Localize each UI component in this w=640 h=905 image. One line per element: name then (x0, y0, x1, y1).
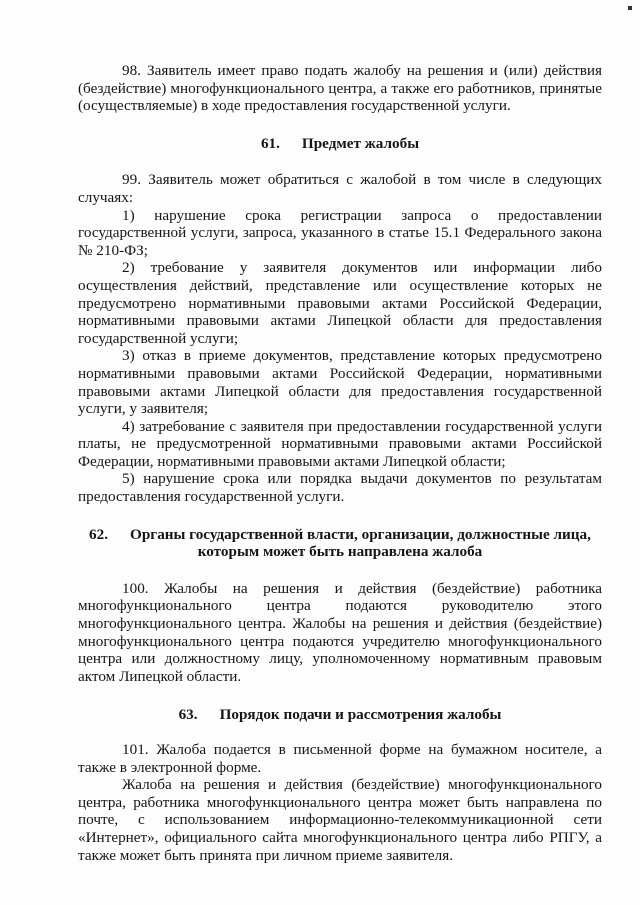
section-63-number: 63. (178, 706, 198, 724)
list-item-4: 4) затребование с заявителя при предоставлении государственной услуги платы, не предусмотренной нормативными правовыми актами Российской Федерации, нормативными правовыми актами Липецкой области; (78, 417, 602, 470)
list-item-5: 5) нарушение срока или порядка выдачи документов по результатам предоставления государственной услуги. (78, 470, 602, 506)
section-63-title: Порядок подачи и рассмотрения жалобы (219, 706, 502, 724)
section-62-title-line1 (78, 526, 602, 544)
section-63-heading (78, 706, 602, 724)
document-body (78, 62, 602, 864)
paragraph-99: 99. Заявитель может обратиться с жалобой в том числе в следующих случаях: (78, 171, 602, 206)
section-61-number: 61. (260, 134, 280, 152)
paragraph-101-continued: Жалоба на решения и действия (бездействие) многофункционального центра, работника многофункционального центра может быть направлена по почте, с использованием информационно-телекоммуникационной сети «Интернет», официального сайта многофункционального центра либо РПГУ, а также может быть принята при личном приеме заявителя. (78, 776, 602, 864)
section-62-title-line2: которым может быть направлена жалоба (197, 543, 483, 561)
paragraph-100: 100. Жалобы на решения и действия (бездействие) работника многофункционального центра подаются руководителю этого многофункционального центра. Жалобы на решения и действия (бездействие) многофункционального центра подаются учредителю многофункционального центра или должностному лицу, уполномоченному нормативным правовым актом Липецкой области. (78, 579, 602, 685)
paragraph-98: 98. Заявитель имеет право подать жалобу на решения и (или) действия (бездействие) многофункционального центра, а также его работников, принятые (осуществляемые) в ходе предоставления государственной услуги. (78, 62, 602, 115)
section-62-number: 62. (89, 525, 109, 543)
list-item-3: 3) отказ в приеме документов, представление которых предусмотрено нормативными правовыми актами Российской Федерации, нормативными правовыми актами Липецкой области для предоставления государственной услуги, у заявителя; (78, 347, 602, 418)
list-item-2: 2) требование у заявителя документов или информации либо осуществления действий, представление или осуществление которых не предусмотрено нормативными правовыми актами Российской Федерации, нормативными правовыми актами Липецкой области для предоставления государственной услуги; (78, 259, 602, 347)
section-62-title-part1: Органы государственной власти, организации, должностные лица, (130, 525, 591, 543)
section-62-heading (78, 526, 602, 561)
section-61-heading (78, 135, 602, 153)
scan-mark (628, 6, 632, 10)
section-61-title: Предмет жалобы (301, 134, 420, 152)
paragraph-101: 101. Жалоба подается в письменной форме на бумажном носителе, а также в электронной форме. (78, 741, 602, 776)
list-item-1: 1) нарушение срока регистрации запроса о предоставлении государственной услуги, запроса, указанного в статье 15.1 Федерального закона № 210-ФЗ; (78, 206, 602, 259)
